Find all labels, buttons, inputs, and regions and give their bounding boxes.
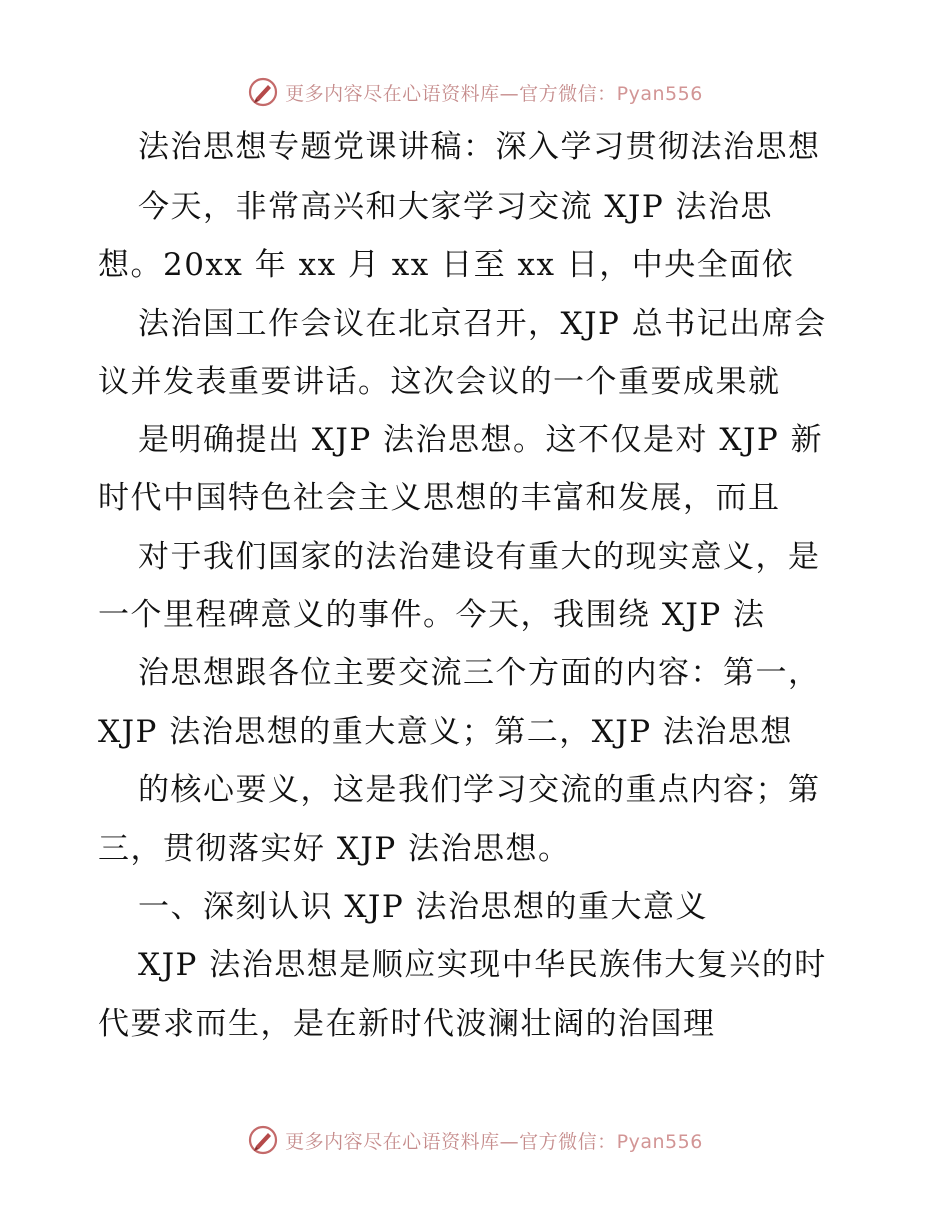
section-heading: 一、深刻认识 XJP 法治思想的重大意义 [138,889,709,925]
watermark-wechat-id: Pyan556 [616,1130,703,1153]
paragraph-line: 法治国工作会议在北京召开，XJP 总书记出席会 [138,306,827,342]
paragraph-line: XJP 法治思想是顺应实现中华民族伟大复兴的时 [138,947,827,983]
paragraph-line: 是明确提出 XJP 法治思想。这不仅是对 XJP 新 [138,422,824,458]
paragraph-line: XJP 法治思想的重大意义；第二，XJP 法治思想 [98,714,793,750]
paragraph-line: 代要求而生，是在新时代波澜壮阔的治国理 [98,1006,716,1042]
paragraph-line: 今天，非常高兴和大家学习交流 XJP 法治思 [138,189,774,225]
watermark-label: 更多内容尽在心语资料库—官方微信： [285,82,617,105]
pen-logo-icon [247,1124,279,1156]
watermark-label: 更多内容尽在心语资料库—官方微信： [285,1130,617,1153]
paragraph-line: 治思想跟各位主要交流三个方面的内容：第一， [138,655,821,691]
paragraph-line: 对于我们国家的法治建设有重大的现实意义，是 [138,539,821,575]
paragraph-line: 议并发表重要讲话。这次会议的一个重要成果就 [98,364,781,400]
paragraph-line: 时代中国特色社会主义思想的丰富和发展，而且 [98,480,781,516]
document-title: 法治思想专题党课讲稿：深入学习贯彻法治思想 [138,129,821,165]
watermark-text [285,1127,703,1154]
paragraph-line: 想。20xx 年 xx 月 xx 日至 xx 日，中央全面依 [98,247,795,283]
watermark-wechat-id: Pyan556 [616,82,703,105]
footer-watermark [0,1120,950,1160]
paragraph-line: 的核心要义，这是我们学习交流的重点内容；第 [138,772,821,808]
paragraph-line: 三，贯彻落实好 XJP 法治思想。 [98,831,571,867]
paragraph-line: 一个里程碑意义的事件。今天，我围绕 XJP 法 [98,597,766,633]
